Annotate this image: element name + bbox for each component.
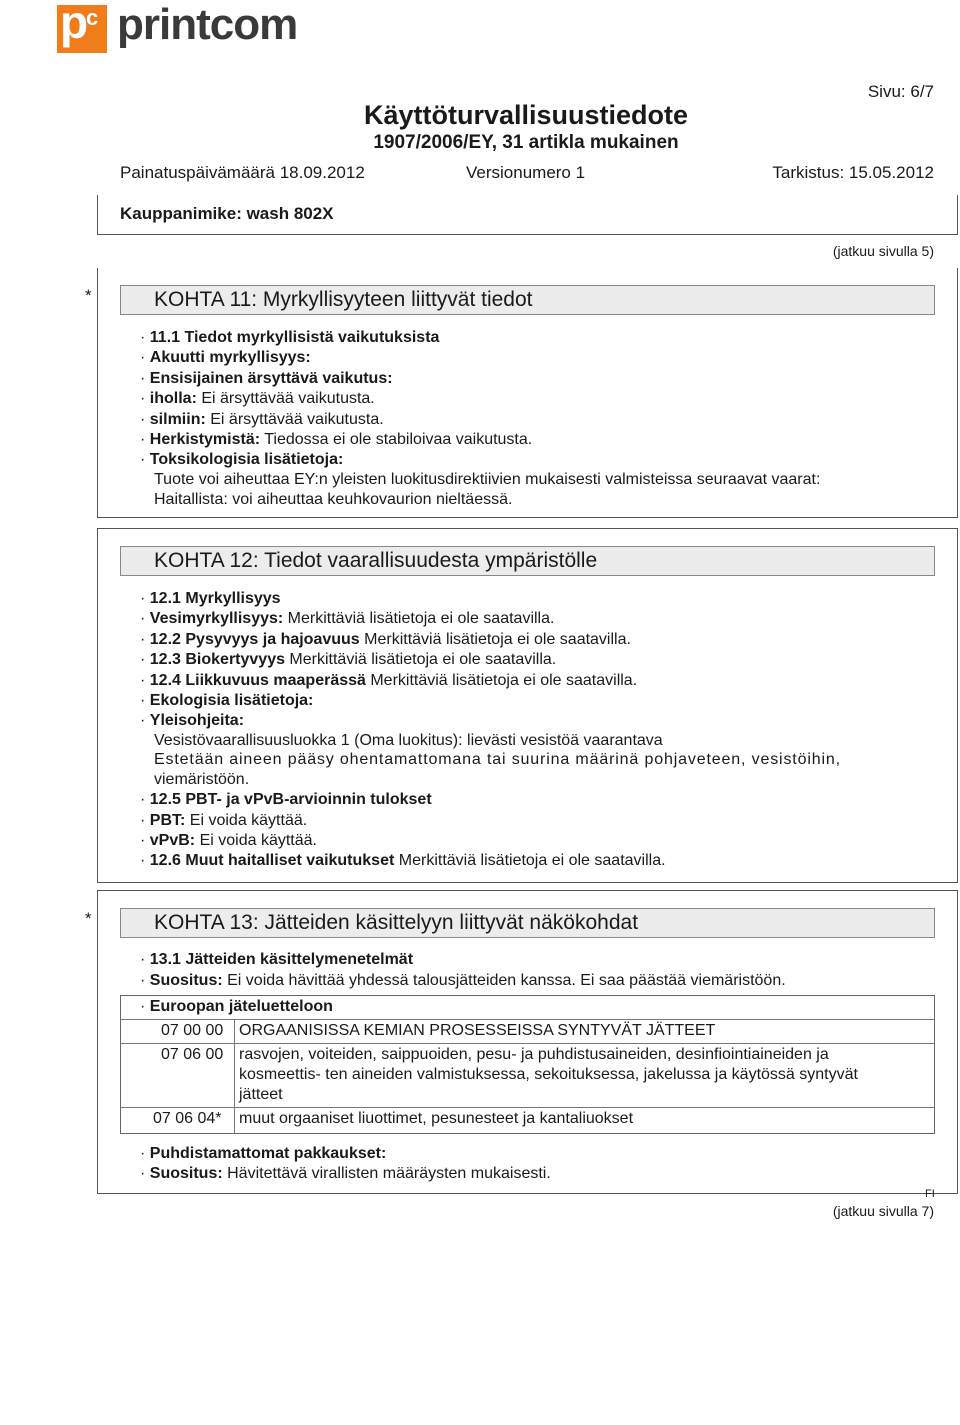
table-divider [121, 1043, 934, 1044]
sec11-line: · Toksikologisia lisätietoja: [140, 451, 344, 468]
sec11-line: · 11.1 Tiedot myrkyllisistä vaikutuksista [140, 329, 440, 346]
sec12-line: · 12.2 Pysyvyys ja hajoavuus Merkittäviä lisätietoja ei ole saatavilla. [140, 631, 631, 648]
waste-description: muut orgaaniset liuottimet, pesunesteet ja kantaliuokset [239, 1110, 634, 1127]
waste-description: jätteet [239, 1086, 283, 1103]
sec11-line: · silmiin: Ei ärsyttävää vaikutusta. [140, 411, 384, 428]
waste-code: 07 06 00 [161, 1046, 224, 1063]
waste-code: 07 00 00 [161, 1022, 224, 1039]
sec13-line: · Suositus: Ei voida hävittää yhdessä talousjätteiden kanssa. Ei saa päästää viemäristöön. [140, 972, 786, 989]
sec12-paragraph: Estetään aineen pääsy ohentamattomana tai suurina määrinä pohjaveteen, vesistöihin, [154, 751, 841, 768]
logo-mark [57, 0, 107, 53]
sec12-line: · vPvB: Ei voida käyttää. [140, 832, 317, 849]
sec12-paragraph: viemäristöön. [154, 771, 250, 788]
language-code: FI [925, 1188, 935, 1200]
waste-description: rasvojen, voiteiden, saippuoiden, pesu- ja puhdistusaineiden, desinfiointiaineiden ja [239, 1046, 829, 1063]
sec13-line: · Puhdistamattomat pakkaukset: [140, 1145, 387, 1162]
waste-catalogue-table [120, 995, 935, 1134]
section-13-title: KOHTA 13: Jätteiden käsittelyyn liittyvät näkökohdat [154, 911, 639, 934]
sec12-line: · PBT: Ei voida käyttää. [140, 812, 308, 829]
sec12-paragraph: Vesistövaarallisuusluokka 1 (Oma luokitus): lievästi vesistöä vaarantava [154, 732, 663, 749]
sec12-line: · 12.5 PBT- ja vPvB-arvioinnin tulokset [140, 791, 432, 808]
sec12-line: · Ekologisia lisätietoja: [140, 692, 314, 709]
section-11-header [120, 285, 935, 315]
sec12-line: · Yleisohjeita: [140, 712, 245, 729]
sec11-line: · Akuutti myrkyllisyys: [140, 349, 311, 366]
revision-star: * [85, 909, 92, 928]
revision-star: * [85, 286, 92, 305]
table-divider [121, 1107, 934, 1108]
page-number: Sivu: 6/7 [867, 82, 934, 101]
product-name: Kauppanimike: wash 802X [120, 204, 334, 223]
sec11-line: · Ensisijainen ärsyttävä vaikutus: [140, 370, 393, 387]
sec11-paragraph: Tuote voi aiheuttaa EY:n yleisten luokitusdirektiivien mukaisesti valmisteissa seuraavat vaarat: [154, 471, 821, 488]
waste-description: kosmeettis- ten aineiden valmistuksessa, sekoituksessa, jakelussa ja käytössä syntyvät [239, 1066, 858, 1083]
logo-mark-letter: p [60, 0, 89, 48]
logo-mark-sup: c [86, 5, 99, 30]
sec13-line: · Suositus: Hävitettävä virallisten määräysten mukaisesti. [140, 1165, 551, 1182]
sec12-line: · Vesimyrkyllisyys: Merkittäviä lisätietoja ei ole saatavilla. [140, 610, 555, 627]
document-title: Käyttöturvallisuustiedote [363, 100, 689, 130]
table-divider [121, 1019, 934, 1020]
table-column-divider [234, 1019, 235, 1133]
sec11-line: · iholla: Ei ärsyttävää vaikutusta. [140, 390, 375, 407]
logo-wordmark: printcom [117, 0, 298, 49]
section-12-title: KOHTA 12: Tiedot vaarallisuudesta ympäristölle [154, 549, 598, 572]
regulation-subtitle: 1907/2006/EY, 31 artikla mukainen [373, 132, 679, 153]
sec13-line: · 13.1 Jätteiden käsittelymenetelmät [140, 951, 414, 968]
continued-to: (jatkuu sivulla 7) [832, 1203, 934, 1219]
sec11-paragraph: Haitallista: voi aiheuttaa keuhkovaurion nieltäessä. [154, 491, 513, 508]
sec12-line: · 12.4 Liikkuvuus maaperässä Merkittäviä lisätietoja ei ole saatavilla. [140, 672, 638, 689]
print-date: Painatuspäivämäärä 18.09.2012 [120, 163, 365, 182]
waste-description: ORGAANISISSA KEMIAN PROSESSEISSA SYNTYVÄT JÄTTEET [239, 1022, 716, 1039]
printcom-logo [57, 0, 307, 55]
section-13-header [120, 908, 935, 938]
section-11-title: KOHTA 11: Myrkyllisyyteen liittyvät tiedot [154, 288, 533, 311]
version-number: Versionumero 1 [466, 163, 586, 182]
waste-code: 07 06 04* [153, 1110, 222, 1127]
sec11-line: · Herkistymistä: Tiedossa ei ole stabiloivaa vaikutusta. [140, 431, 533, 448]
revision-date: Tarkistus: 15.05.2012 [772, 163, 934, 182]
continued-from: (jatkuu sivulla 5) [832, 243, 934, 259]
sec12-line: · 12.6 Muut haitalliset vaikutukset Merkittäviä lisätietoja ei ole saatavilla. [140, 852, 666, 869]
waste-table-title: · Euroopan jäteluetteloon [140, 998, 333, 1015]
sec12-line: · 12.3 Biokertyvyys Merkittäviä lisätietoja ei ole saatavilla. [140, 651, 557, 668]
sec12-line: · 12.1 Myrkyllisyys [140, 590, 281, 607]
section-12-header [120, 546, 935, 576]
